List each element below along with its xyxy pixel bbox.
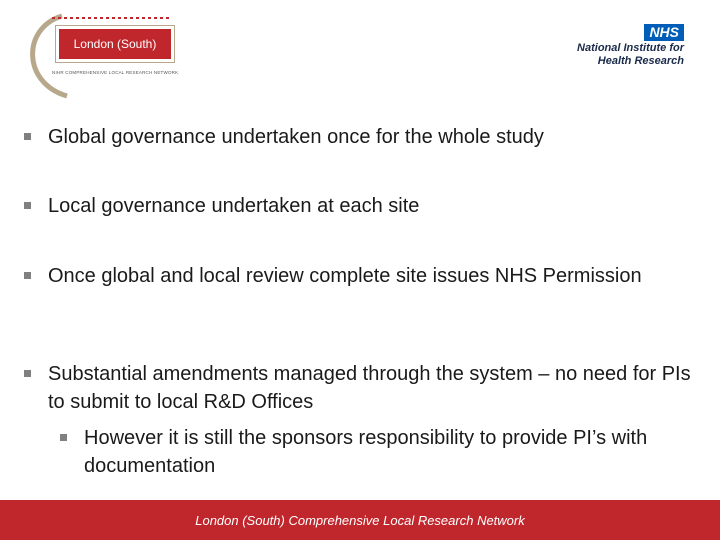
bullet-square-icon <box>24 202 31 209</box>
bullet-item <box>24 192 700 220</box>
nihr-line-2: Health Research <box>597 55 684 67</box>
bullet-item <box>24 123 700 151</box>
bullet-square-icon <box>24 272 31 279</box>
bullet-text: Local governance undertaken at each site <box>48 195 420 217</box>
bullet-square-icon <box>24 370 31 377</box>
nhs-badge: NHS <box>644 24 684 41</box>
nihr-logo <box>504 24 684 68</box>
bullet-text: However it is still the sponsors responsibility to provide PI’s with documentation <box>84 427 648 477</box>
bullet-item <box>24 360 700 416</box>
bullet-square-icon <box>24 133 31 140</box>
bullet-item <box>24 262 664 290</box>
sub-bullet-item <box>24 424 700 480</box>
london-south-logo <box>22 8 179 103</box>
nihr-line-1: National Institute for <box>577 42 684 54</box>
bullet-text: Global governance undertaken once for the whole study <box>48 126 544 148</box>
logo-tagline: NIHR COMPREHENSIVE LOCAL RESEARCH NETWORK <box>52 70 179 75</box>
bullet-text: Substantial amendments managed through the system – no need for PIs to submit to local R&D Offices <box>48 363 691 413</box>
london-south-badge: London (South) <box>56 26 174 62</box>
footer-bar <box>0 500 720 540</box>
bullet-text: Once global and local review complete site issues NHS Permission <box>48 265 642 287</box>
bullet-square-icon <box>60 434 67 441</box>
footer-text: London (South) Comprehensive Local Research Network <box>195 512 525 528</box>
